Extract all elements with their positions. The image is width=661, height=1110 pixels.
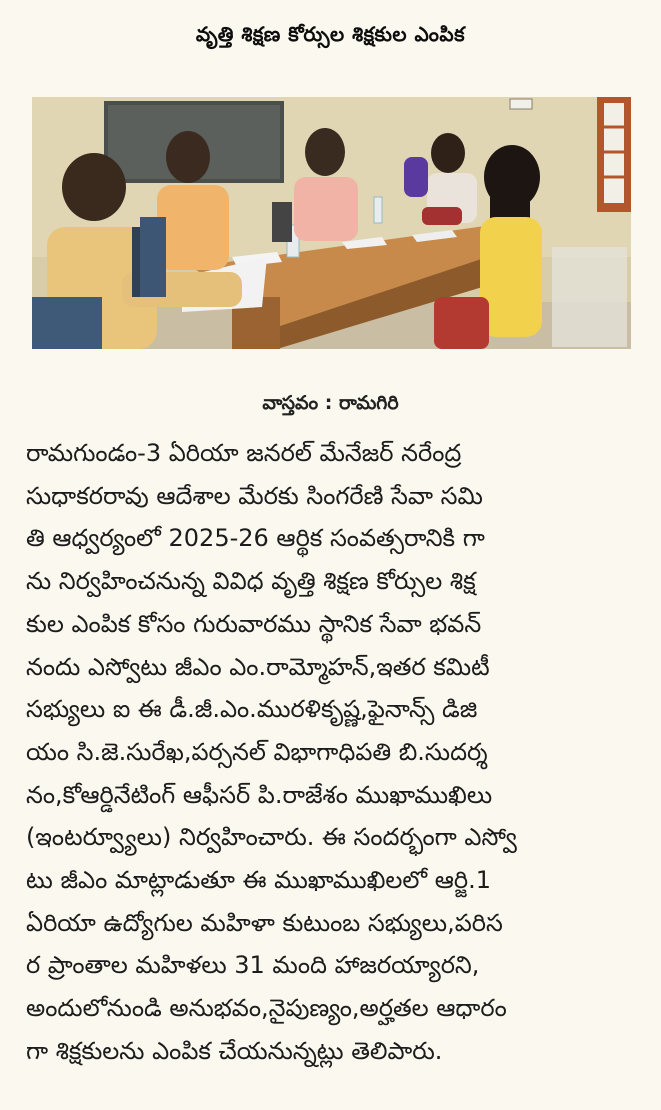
body-line: గా శిక్షకులను ఎంపిక చేయనున్నట్లు తెలిపారు. bbox=[26, 1036, 443, 1065]
body-line: నం,కోఆర్డినేటింగ్ ఆఫీసర్ పి.రాజేశం ముఖాముఖిలు bbox=[26, 780, 493, 809]
article-photo bbox=[32, 97, 631, 349]
body-line: నందు ఎస్వోటు జీఎం ఎం.రామ్మోహన్,ఇతర కమిటీ bbox=[26, 652, 490, 681]
body-line: యం సి.జె.సురేఖ,పర్సనల్ విభాగాధిపతి బి.సుదర్శ bbox=[26, 737, 488, 766]
body-line: ఏరియా ఉద్యోగుల మహిళా కుటుంబ సభ్యులు,పరిస bbox=[26, 908, 503, 937]
body-line: ను నిర్వహించనున్న వివిధ వృత్తి శిక్షణ కోర్సుల శిక్ష bbox=[26, 567, 476, 596]
article-headline: వృత్తి శిక్షణ కోర్సుల శిక్షకుల ఎంపిక bbox=[195, 21, 466, 46]
article-dateline: వాస్తవం : రామగిరి bbox=[262, 392, 399, 414]
body-line: సభ్యులు ఐ ఈ డీ.జీ.ఎం.మురళికృష్ణ,ఫైనాన్స్ డిజి bbox=[26, 695, 478, 724]
body-line: తి ఆధ్వర్యంలో 2025-26 ఆర్థిక సంవత్సరానికి గా bbox=[26, 524, 485, 553]
body-line: టు జీఎం మాట్లాడుతూ ఈ ముఖాముఖిలలో ఆర్జి.1 bbox=[26, 866, 492, 895]
body-line: ర ప్రాంతాల మహిళలు 31 మంది హాజరయ్యారని, bbox=[26, 951, 480, 980]
body-line: సుధాకరరావు ఆదేశాల మేరకు సింగరేణి సేవా సమి bbox=[26, 481, 483, 510]
body-line: (ఇంటర్వ్యూలు) నిర్వహించారు. ఈ సందర్భంగా ఎస్వో bbox=[26, 823, 517, 852]
body-line: అందులోనుండి అనుభవం,నైపుణ్యం,అర్హతల ఆధారం bbox=[26, 994, 507, 1023]
body-line: రామగుండం-3 ఏరియా జనరల్ మేనేజర్ నరేంద్ర bbox=[26, 439, 462, 467]
article-body bbox=[26, 432, 640, 1073]
body-line: కుల ఎంపిక కోసం గురువారము స్థానిక సేవా భవన్ bbox=[26, 609, 482, 638]
